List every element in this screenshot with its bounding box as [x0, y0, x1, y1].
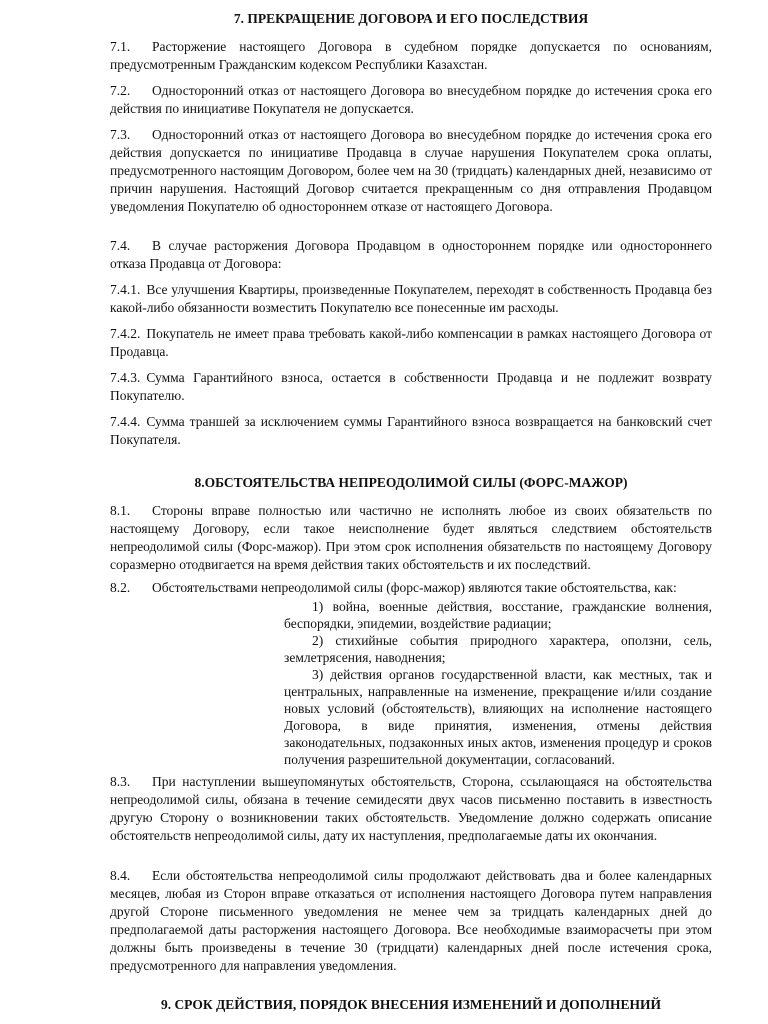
force-majeure-list	[284, 598, 712, 768]
clause-number: 7.4.	[110, 238, 131, 253]
clause-7-4-1	[110, 281, 712, 317]
clause-text: Односторонний отказ от настоящего Договора во внесудебном порядке до истечения срока его действия по инициативе Покупателя не допускается.	[110, 83, 712, 116]
clause-number: 8.2.	[110, 580, 131, 595]
clause-8-3	[110, 773, 712, 845]
clause-number: 7.2.	[110, 83, 131, 98]
section-8-title: 8.ОБСТОЯТЕЛЬСТВА НЕПРЕОДОЛИМОЙ СИЛЫ (ФОРС-МАЖОР)	[194, 475, 628, 490]
clause-number: 7.4.3.	[110, 370, 141, 385]
section-9-title: 9. СРОК ДЕЙСТВИЯ, ПОРЯДОК ВНЕСЕНИЯ ИЗМЕНЕНИЙ И ДОПОЛНЕНИЙ	[160, 997, 662, 1012]
clause-number: 7.3.	[110, 127, 131, 142]
clause-text: Если обстоятельства непреодолимой силы продолжают действовать два и более календарных месяцев, любая из Сторон вправе отказаться от исполнения настоящего Договора путем направления другой Стороне письменного уведомления не менее чем за тридцать календарных дней до предполагаемой даты расторжения настоящего Договора. Все необходимые взаиморасчеты при этом должны быть произведены в течение 30 (тридцати) календарных дней после истечения срока, предусмотренного для направления уведомления.	[110, 868, 712, 973]
clause-7-3	[110, 126, 712, 216]
clause-text: Сумма Гарантийного взноса, остается в собственности Продавца и не подлежит возврату Покупателю.	[110, 370, 712, 403]
clause-number: 8.1.	[110, 503, 131, 518]
clause-number: 8.4.	[110, 868, 131, 883]
clause-text: Покупатель не имеет права требовать какой-либо компенсации в рамках настоящего Договора от Продавца.	[110, 326, 712, 359]
clause-number: 7.4.2.	[110, 326, 141, 341]
clause-7-1	[110, 38, 712, 74]
clause-number: 7.1.	[110, 39, 131, 54]
list-item: 2) стихийные события природного характера, оползни, сель, землетрясения, наводнения;	[284, 633, 712, 665]
clause-8-2	[110, 579, 712, 597]
clause-8-4	[110, 867, 712, 975]
clause-text: Расторжение настоящего Договора в судебном порядке допускается по основаниям, предусмотренным Гражданским кодексом Республики Казахстан.	[110, 39, 712, 72]
clause-7-4-2	[110, 325, 712, 361]
clause-text: Односторонний отказ от настоящего Договора во внесудебном порядке до истечения срока его действия допускается по инициативе Продавца в случае нарушения Покупателем срока оплаты, предусмотренного настоящим Договором, более чем на 30 (тридцать) календарных дней, независимо от причин нарушения. Настоящий Договор считается прекращенным со дня отправления Продавцом уведомления Покупателю об одностороннем отказе от настоящего Договора.	[110, 127, 712, 214]
clause-text: Сумма траншей за исключением суммы Гарантийного взноса возвращается на банковский счет Покупателя.	[110, 414, 712, 447]
clause-7-4-4	[110, 413, 712, 449]
clause-7-4	[110, 237, 712, 273]
clause-text: Стороны вправе полностью или частично не исполнять любое из своих обязательств по настоящему Договору, если такое неисполнение будет являться следствием обстоятельств непреодолимой силы (Форс-мажор). При этом срок исполнения обязательств по настоящему Договору соразмерно отодвигается на время действия таких обстоятельств и их последствий.	[110, 503, 712, 572]
clause-text: При наступлении вышеупомянутых обстоятельств, Сторона, ссылающаяся на обстоятельства непреодолимой силы, обязана в течение семидесяти двух часов письменно поставить в известность другую Сторону о возникновении таких обстоятельств. Уведомление должно содержать описание обстоятельств непреодолимой силы, дату их наступления, предполагаемые даты их окончания.	[110, 774, 712, 843]
clause-number: 8.3.	[110, 774, 131, 789]
clause-text: Все улучшения Квартиры, произведенные Покупателем, переходят в собственность Продавца без какой-либо обязанности возместить Покупателю все понесенные им расходы.	[110, 282, 712, 315]
list-item: 3) действия органов государственной власти, как местных, так и центральных, направленные на изменение, прекращение и/или создание новых условий (обстоятельств), влияющих на исполнение настоящего Договора, в виде принятия, изменения, отмены действия законодательных, подзаконных иных актов, изменения процедур и сроков получения разрешительной документации, согласований.	[284, 667, 712, 767]
clause-text: В случае расторжения Договора Продавцом в одностороннем порядке или одностороннего отказа Продавца от Договора:	[110, 238, 712, 271]
clause-7-2	[110, 82, 712, 118]
clause-7-4-3	[110, 369, 712, 405]
clause-number: 7.4.1.	[110, 282, 141, 297]
section-7-title: 7. ПРЕКРАЩЕНИЕ ДОГОВОРА И ЕГО ПОСЛЕДСТВИЯ	[233, 11, 589, 26]
clause-number: 7.4.4.	[110, 414, 141, 429]
clause-text: Обстоятельствами непреодолимой силы (форс-мажор) являются такие обстоятельства, как:	[152, 580, 677, 595]
clause-8-1	[110, 502, 712, 574]
list-item: 1) война, военные действия, восстание, гражданские волнения, беспорядки, эпидемии, воздействие радиации;	[284, 599, 712, 631]
